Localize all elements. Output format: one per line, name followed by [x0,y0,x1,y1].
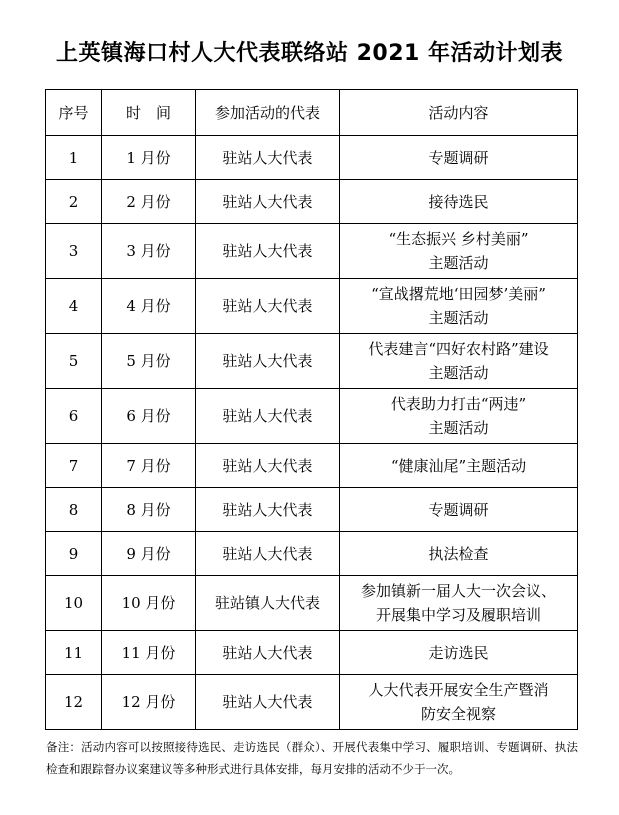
row-content-line: 防安全视察 [420,705,496,723]
row-content [340,389,578,444]
footnote: 备注：活动内容可以按照接待选民、走访选民（群众）、开展代表集中学习、履职培训、专题调研、执法检查和跟踪督办议案建议等多种形式进行具体安排，每月安排的活动不少于一次。 [46,740,578,776]
row-content-line: 代表建言“四好农村路”建设 [368,340,549,358]
table-row [46,224,578,279]
row-content [340,279,578,334]
row-content-line: 执法检查 [428,544,489,563]
row-time: 6 月份 [102,389,196,444]
row-content-line: 主题活动 [428,309,489,327]
table-row [46,279,578,334]
row-no: 6 [46,389,102,444]
row-representatives: 驻站人大代表 [196,488,340,532]
row-no: 10 [46,576,102,631]
row-content-line: 人大代表开展安全生产暨消 [368,681,549,699]
row-no: 12 [46,675,102,730]
row-content-line: 主题活动 [428,419,489,437]
table-row [46,532,578,576]
table-row [46,576,578,631]
row-content-line: 专题调研 [428,500,489,519]
row-representatives: 驻站人大代表 [196,224,340,279]
table-row [46,180,578,224]
table-header-row [46,90,578,136]
row-content [340,488,578,532]
row-no: 11 [46,631,102,675]
row-content [340,675,578,730]
row-time: 1 月份 [102,136,196,180]
header-content: 活动内容 [340,90,578,136]
row-representatives: 驻站镇人大代表 [196,576,340,631]
row-content-line: 接待选民 [428,192,489,211]
table-row [46,136,578,180]
row-no: 8 [46,488,102,532]
row-content-line: “健康汕尾”主题活动 [390,456,527,475]
row-content [340,532,578,576]
row-time: 5 月份 [102,334,196,389]
table-row [46,444,578,488]
row-content-line: 代表助力打击“两违” [390,395,527,413]
table-row [46,675,578,730]
row-content-line: 走访选民 [428,643,489,662]
row-content-line: 主题活动 [428,364,489,382]
row-representatives: 驻站人大代表 [196,631,340,675]
activity-plan-table [45,89,578,730]
row-content [340,224,578,279]
row-representatives: 驻站人大代表 [196,180,340,224]
row-representatives: 驻站人大代表 [196,279,340,334]
row-representatives: 驻站人大代表 [196,532,340,576]
table-row [46,389,578,444]
row-no: 3 [46,224,102,279]
row-representatives: 驻站人大代表 [196,136,340,180]
row-time: 11 月份 [102,631,196,675]
row-content [340,631,578,675]
header-no: 序号 [46,90,102,136]
row-representatives: 驻站人大代表 [196,675,340,730]
row-representatives: 驻站人大代表 [196,389,340,444]
table-row [46,631,578,675]
row-content [340,334,578,389]
row-time: 3 月份 [102,224,196,279]
row-time: 10 月份 [102,576,196,631]
row-no: 9 [46,532,102,576]
row-content [340,444,578,488]
row-content-line: 主题活动 [428,254,489,272]
row-time: 8 月份 [102,488,196,532]
header-time: 时 间 [102,90,196,136]
row-content-line: 专题调研 [428,148,489,167]
row-content-line: “宣战撂荒地‘田园梦’美丽” [371,285,546,303]
row-content [340,136,578,180]
row-time: 12 月份 [102,675,196,730]
row-content [340,180,578,224]
row-no: 7 [46,444,102,488]
row-no: 5 [46,334,102,389]
row-time: 4 月份 [102,279,196,334]
table-row [46,488,578,532]
row-representatives: 驻站人大代表 [196,444,340,488]
row-no: 1 [46,136,102,180]
document-title: 上英镇海口村人大代表联络站 2021 年活动计划表 [55,41,564,66]
row-representatives: 驻站人大代表 [196,334,340,389]
row-time: 9 月份 [102,532,196,576]
row-content-line: 开展集中学习及履职培训 [375,606,541,624]
row-no: 2 [46,180,102,224]
table-body [46,136,578,730]
header-representatives: 参加活动的代表 [196,90,340,136]
row-content-line: 参加镇新一届人大一次会议、 [360,582,556,600]
row-content [340,576,578,631]
row-time: 7 月份 [102,444,196,488]
table-row [46,334,578,389]
row-no: 4 [46,279,102,334]
row-content-line: “生态振兴 乡村美丽” [388,230,529,248]
row-time: 2 月份 [102,180,196,224]
